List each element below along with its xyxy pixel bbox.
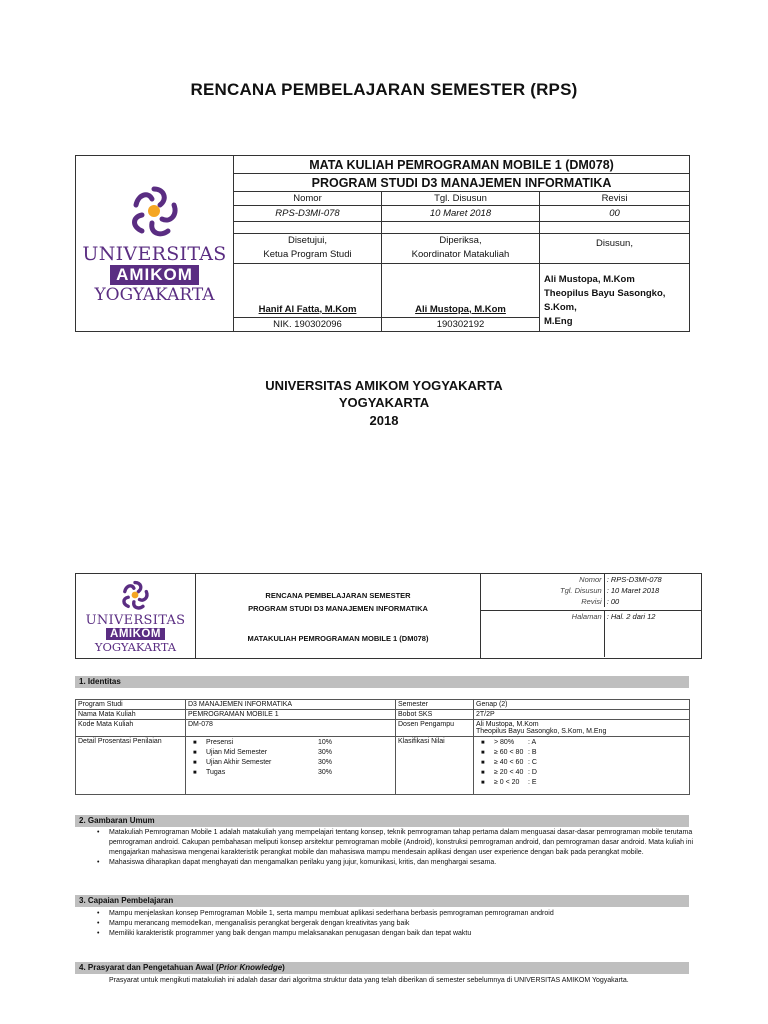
signer-2-name: Ali Mustopa, M.Kom — [382, 263, 540, 317]
signer-1-name: Hanif Al Fatta, M.Kom — [234, 263, 382, 317]
val-tgl-disusun: 10 Maret 2018 — [382, 206, 540, 222]
grade-classification: ■ > 80% : A ■ ≥ 60 < 80 : B ■ ≥ 40 < 60 : C ■ ≥ 20 < 40 : D ■ ≥ 0 < 20 : E — [474, 737, 690, 795]
section-gambaran-umum: 2. Gambaran Umum — [75, 815, 689, 827]
course-title: MATA KULIAH PEMROGRAMAN MOBILE 1 (DM078) — [234, 156, 690, 174]
amikom-flower-icon — [124, 181, 184, 241]
prasyarat-text: Prasyarat untuk mengikuti matakuliah ini adalah dasar dari algoritma struktur data yang telah diberikan di semester sebelumnya di UNIVERSITAS AMIKOM Yogyakarta. — [109, 977, 629, 984]
university-logo-small: UNIVERSITAS AMIKOM YOGYAKARTA — [86, 578, 186, 654]
rps-form-header — [75, 573, 702, 659]
identitas-table: Program Studi D3 MANAJEMEN INFORMATIKA Semester Genap (2) Nama Mata Kuliah PEMROGRAMAN MOBILE 1 Bobot SKS 2T/2P Kode Mata Kuliah DM-078 Dosen Pengampu Ali Mustopa, M.Kom Theopilus Bayu Sasongko, S.Kom, M.Eng Detail Prosentasi Penilaian ■ Presensi 10% ■ Ujian Mid Semester 30% ■ Ujian Akhir Semester 30% ■ Tugas 30% Klasifikasi Nilai ■ > 80% : A ■ ≥ 60 < 80 : B ■ ≥ 40 < 60 : C ■ ≥ 20 < 40 : D ■ ≥ 0 < 20 : E — [75, 699, 690, 795]
form-title-program: PROGRAM STUDI D3 MANAJEMEN INFORMATIKA — [248, 603, 428, 613]
role-diperiksa: Diperiksa, Koordinator Matakuliah — [382, 234, 540, 264]
section-capaian: 3. Capaian Pembelajaran — [75, 895, 689, 907]
logo-text-amikom: AMIKOM — [110, 265, 199, 285]
capaian-list — [95, 909, 695, 939]
logo-cell — [76, 156, 234, 332]
form-title-course: MATAKULIAH PEMROGRAMAN MOBILE 1 (DM078) — [247, 634, 429, 644]
program-title: PROGRAM STUDI D3 MANAJEMEN INFORMATIKA — [234, 174, 690, 192]
institution-year: 2018 — [369, 412, 399, 428]
logo-text-universitas: UNIVERSITAS — [82, 243, 227, 266]
grading-components: ■ Presensi 10% ■ Ujian Mid Semester 30% ■ Ujian Akhir Semester 30% ■ Tugas 30% — [186, 737, 396, 795]
col-tgl-disusun: Tgl. Disusun — [382, 192, 540, 206]
val-nomor: RPS-D3MI-078 — [234, 206, 382, 222]
form-meta-cell: Nomor : RPS-D3MI-078 Tgl. Disusun : 10 Maret 2018 Revisi : 00 — [481, 574, 702, 611]
role-disetujui: Disetujui, Ketua Program Studi — [234, 234, 382, 264]
institution-name: UNIVERSITAS AMIKOM YOGYAKARTA — [265, 378, 503, 393]
section-prasyarat: 4. Prasyarat dan Pengetahuan Awal (Prior Knowledge) — [75, 962, 689, 974]
document-title: RENCANA PEMBELAJARAN SEMESTER (RPS) — [190, 80, 578, 99]
form-title-cell — [196, 574, 481, 659]
logo-text-yogyakarta: YOGYAKARTA — [94, 285, 215, 306]
klasifikasi-label: Klasifikasi Nilai — [396, 737, 474, 795]
form-logo-cell — [76, 574, 196, 659]
val-revisi: 00 — [540, 206, 690, 222]
role-disusun: Disusun, — [540, 234, 690, 264]
institution-block — [0, 377, 768, 429]
list-item: • Mampu menjelaskan konsep Pemrograman Mobile 1, serta mampu membuat aplikasi sederhana berbasis pemrograman pemrograman android — [95, 909, 695, 919]
signer-1-nik: NIK. 190302096 — [234, 317, 382, 331]
composers: Ali Mustopa, M.Kom Theopilus Bayu Sasongko, S.Kom, M.Eng — [540, 263, 690, 331]
approval-table — [75, 155, 690, 332]
amikom-flower-icon — [118, 578, 152, 612]
detail-label: Detail Prosentasi Penilaian — [76, 737, 186, 795]
gambaran-umum-list — [95, 828, 695, 868]
university-logo — [82, 181, 226, 305]
form-page-cell: Halaman : Hal. 2 dari 12 — [481, 611, 702, 659]
list-item: • Mampu merancang memodelkan, menganalisis perangkat bergerak dengan kreativitas yang baik — [95, 919, 695, 929]
list-item: • Mahasiswa diharapkan dapat menghayati dan mengamalkan perilaku yang jujur, komunikasi, kritis, dan menghargai sesama. — [95, 858, 695, 868]
list-item: • Memiliki karakteristik programmer yang baik dengan mampu melaksanakan penugasan dengan baik dan tepat waktu — [95, 929, 695, 939]
institution-city: YOGYAKARTA — [338, 395, 430, 411]
col-revisi: Revisi — [540, 192, 690, 206]
list-item: • Matakuliah Pemrograman Mobile 1 adalah matakuliah yang mempelajari tentang konsep, teknik pemrograman tahap pertama dalam menguasai dasar-dasar pemrograman mobile terutama pemrograman android. Cakupan pembahasan meliputi konsep arsitektur pemrograman mobile (Android), konstruksi pemrograman android, dan pemrograman dasar android. Mata kuliah ini mengajarkan mahasiswa mengenai karakteristik perangkat mobile dan mahasiswa mampu mendesain aplikasi dengan user experience dengan baik pada perangkat mobile. — [95, 828, 695, 858]
signer-2-nik: 190302192 — [382, 317, 540, 331]
form-title-rps: RENCANA PEMBELAJARAN SEMESTER — [265, 590, 411, 600]
col-nomor: Nomor — [234, 192, 382, 206]
section-identitas: 1. Identitas — [75, 676, 689, 688]
